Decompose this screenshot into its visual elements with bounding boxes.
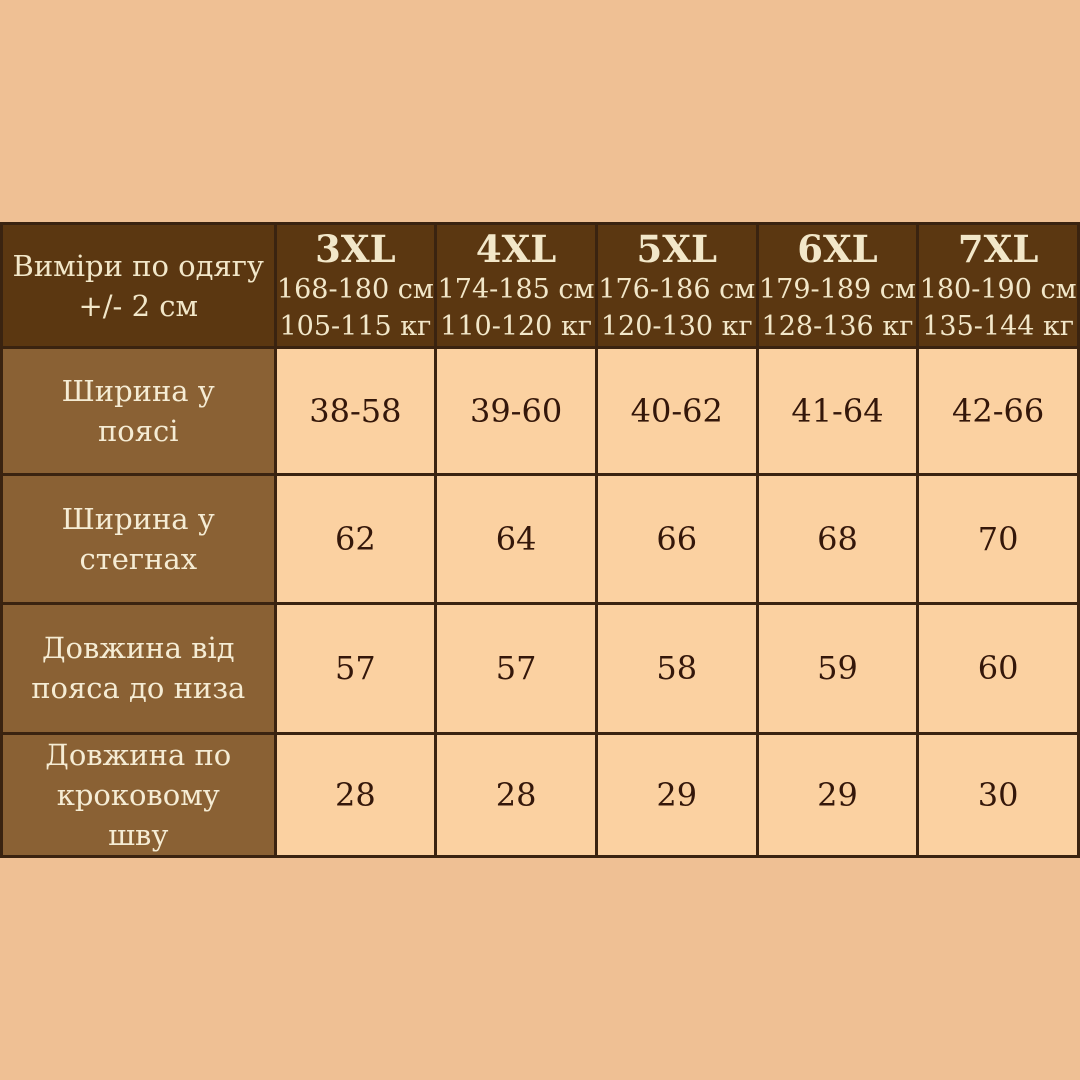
value-cell: 57 xyxy=(275,603,436,733)
row-label: Довжина від пояса до низа xyxy=(2,603,276,733)
value-cell: 40-62 xyxy=(596,348,757,475)
row-label: Ширина у стегнах xyxy=(2,475,276,603)
table-row-length-waist-to-bottom xyxy=(2,603,1079,733)
header-cell-3xl xyxy=(275,224,436,348)
height-range: 180-190 см xyxy=(919,273,1077,305)
weight-range: 105-115 кг xyxy=(279,310,432,342)
value-cell: 41-64 xyxy=(757,348,918,475)
header-cell-6xl xyxy=(757,224,918,348)
header-cell-5xl xyxy=(596,224,757,348)
value-cell: 59 xyxy=(757,603,918,733)
value-cell: 60 xyxy=(918,603,1079,733)
header-row xyxy=(2,224,1079,348)
value-cell: 57 xyxy=(436,603,597,733)
row-label: Довжина по кроковому шву xyxy=(2,733,276,856)
height-range: 174-185 см xyxy=(437,273,595,305)
size-name: 5XL xyxy=(636,226,717,271)
value-cell: 58 xyxy=(596,603,757,733)
weight-range: 128-136 кг xyxy=(761,310,914,342)
value-cell: 42-66 xyxy=(918,348,1079,475)
table-row-waist-width xyxy=(2,348,1079,475)
value-cell: 30 xyxy=(918,733,1079,856)
value-cell: 28 xyxy=(436,733,597,856)
size-name: 4XL xyxy=(475,226,557,271)
size-name: 3XL xyxy=(315,226,396,271)
height-range: 176-186 см xyxy=(598,273,756,305)
size-name: 7XL xyxy=(957,226,1039,271)
weight-range: 135-144 кг xyxy=(922,310,1075,342)
value-cell: 38-58 xyxy=(275,348,436,475)
value-cell: 70 xyxy=(918,475,1079,603)
corner-header-cell: Виміри по одягу +/- 2 см xyxy=(2,224,276,348)
table-row-inseam-length xyxy=(2,733,1079,856)
value-cell: 66 xyxy=(596,475,757,603)
value-cell: 29 xyxy=(757,733,918,856)
weight-range: 110-120 кг xyxy=(440,310,592,342)
value-cell: 39-60 xyxy=(436,348,597,475)
row-label: Ширина у поясі xyxy=(2,348,276,475)
value-cell: 68 xyxy=(757,475,918,603)
weight-range: 120-130 кг xyxy=(600,310,753,342)
table-row-hip-width xyxy=(2,475,1079,603)
size-name: 6XL xyxy=(797,226,878,271)
header-cell-4xl xyxy=(436,224,597,348)
value-cell: 28 xyxy=(275,733,436,856)
height-range: 179-189 см xyxy=(759,273,916,305)
header-cell-7xl xyxy=(918,224,1079,348)
height-range: 168-180 см xyxy=(276,273,434,305)
value-cell: 29 xyxy=(596,733,757,856)
size-chart-table xyxy=(0,222,1080,858)
value-cell: 64 xyxy=(436,475,597,603)
value-cell: 62 xyxy=(275,475,436,603)
